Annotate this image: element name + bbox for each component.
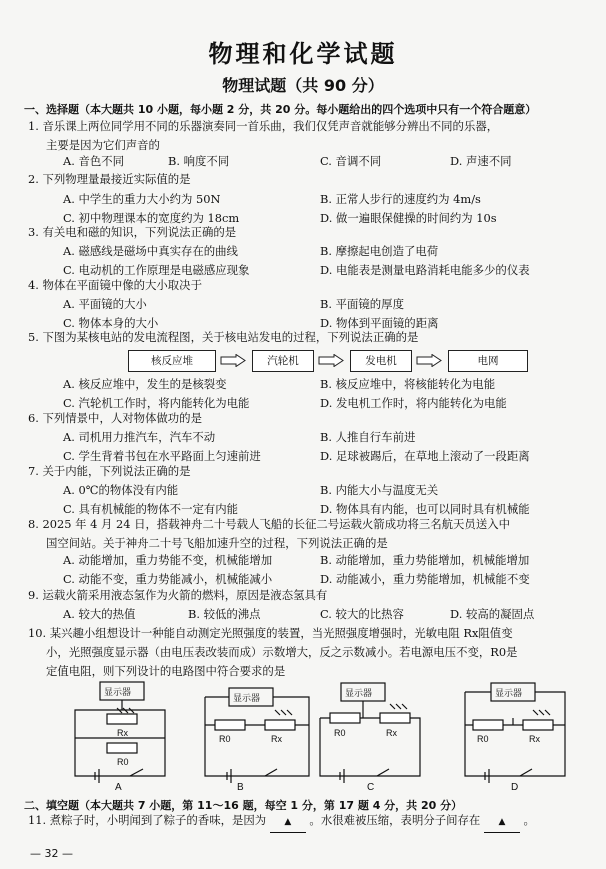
answer-blank[interactable]: ▲ — [270, 813, 306, 833]
option-b: B. 响度不同 — [168, 154, 230, 168]
rx-label: Rx — [271, 734, 282, 744]
option-b: B. 摩擦起电创造了电荷 — [320, 244, 439, 258]
question-stem: 8. 2025 年 4 月 24 日，搭载神舟二十号载人飞船的长征二号运载火箭成功将三名航天员送入中 — [28, 517, 510, 531]
flow-step-reactor: 核反应堆 — [128, 350, 216, 372]
option-a: A. 核反应堆中，发生的是核裂变 — [63, 377, 227, 391]
option-a: A. 动能增加，重力势能不变，机械能增加 — [63, 553, 273, 567]
question-stem-cont: 定值电阻，则下列设计的电路图中符合要求的是 — [46, 664, 286, 678]
switch-icon — [130, 769, 143, 776]
option-c: C. 初中物理课本的宽度约为 18cm — [63, 211, 240, 225]
page-number: — 32 — — [30, 847, 73, 860]
answer-blank[interactable]: ▲ — [484, 813, 520, 833]
rx-label: Rx — [117, 728, 128, 738]
option-d: D. 做一遍眼保健操的时间约为 10s — [320, 211, 497, 225]
flow-arrow-icon — [220, 354, 246, 367]
display-label: 显示器 — [495, 688, 523, 698]
option-a: A. 较大的热值 — [63, 607, 136, 621]
flow-step-turbine: 汽轮机 — [252, 350, 314, 372]
option-d: D. 动能减小，重力势能增加，机械能不变 — [320, 572, 530, 586]
question-7: 7. 关于内能，下列说法正确的是 — [28, 464, 191, 478]
question-stem-end: 。 — [523, 813, 535, 827]
option-a: A. 平面镜的大小 — [63, 297, 147, 311]
resistor-r0 — [107, 743, 137, 753]
question-5: 5. 下图为某核电站的发电流程图，关于核电站发电的过程，下列说法正确的是 — [28, 330, 419, 344]
option-b: B. 动能增加，重力势能增加，机械能增加 — [320, 553, 530, 567]
option-d: D. 足球被踢后，在草地上滚动了一段距离 — [320, 449, 530, 463]
option-c: C. 电动机的工作原理是电磁感应现象 — [63, 263, 250, 277]
option-c: C. 学生背着书包在水平路面上匀速前进 — [63, 449, 261, 463]
question-8 — [28, 515, 586, 553]
rx-label: Rx — [386, 728, 397, 738]
option-d: D. 发电机工作时，将内能转化为电能 — [320, 396, 507, 410]
question-stem-cont: 。水很难被压缩，表明分子间存在 — [309, 813, 481, 827]
option-label-c: C — [367, 782, 375, 792]
option-d: D. 物体具有内能，也可以同时具有机械能 — [320, 502, 530, 516]
option-c: C. 音调不同 — [320, 154, 382, 168]
flow-step-grid: 电网 — [448, 350, 528, 372]
option-label-b: B — [237, 782, 244, 792]
option-a: A. 音色不同 — [63, 154, 125, 168]
option-d: D. 物体到平面镜的距离 — [320, 316, 439, 330]
page-subtitle: 物理试题（共 90 分） — [222, 76, 384, 95]
option-label-a: A — [115, 782, 122, 792]
option-d: D. 较高的凝固点 — [450, 607, 535, 621]
question-2: 2. 下列物理量最接近实际值的是 — [28, 172, 191, 186]
option-c: C. 物体本身的大小 — [63, 316, 159, 330]
display-label: 显示器 — [233, 693, 261, 703]
option-c: C. 较大的比热容 — [320, 607, 404, 621]
flow-step-generator: 发电机 — [350, 350, 412, 372]
option-a: A. 0℃的物体没有内能 — [63, 483, 179, 497]
question-10 — [28, 624, 586, 681]
power-plant-flowchart — [128, 350, 548, 372]
question-stem-cont: 小，光照强度显示器（由电压表改装而成）示数增大，反之示数减小。若电源电压不变，R0是 — [46, 645, 518, 659]
r0-label: R0 — [219, 734, 231, 744]
question-4: 4. 物体在平面镜中像的大小取决于 — [28, 278, 202, 292]
question-stem: 1. 音乐课上两位同学用不同的乐器演奏同一首乐曲，我们仅凭声音就能够分辨出不同的乐器， — [28, 119, 499, 133]
option-b: B. 平面镜的厚度 — [320, 297, 404, 311]
section-heading-fill: 二、填空题（本大题共 7 小题，第 11～16 题，每空 1 分，第 17 题 4 分，共 20 分） — [24, 799, 463, 812]
question-1 — [28, 117, 586, 155]
r0-label: R0 — [334, 728, 346, 738]
option-label-d: D — [511, 782, 519, 792]
rx-label: Rx — [529, 734, 540, 744]
r0-label: R0 — [477, 734, 489, 744]
flow-arrow-icon — [318, 354, 344, 367]
question-11 — [28, 811, 586, 833]
circuit-diagrams — [55, 680, 575, 792]
question-3: 3. 有关电和磁的知识，下列说法正确的是 — [28, 225, 237, 239]
page-title: 物理和化学试题 — [208, 40, 398, 68]
question-stem-cont: 国空间站。关于神舟二十号飞船加速升空的过程，下列说法正确的是 — [46, 536, 388, 550]
option-a: A. 司机用力推汽车，汽车不动 — [63, 430, 216, 444]
option-c: C. 具有机械能的物体不一定有内能 — [63, 502, 239, 516]
flow-arrow-icon — [416, 354, 442, 367]
option-b: B. 较低的沸点 — [188, 607, 261, 621]
option-b: B. 人推自行车前进 — [320, 430, 416, 444]
option-b: B. 核反应堆中，将核能转化为电能 — [320, 377, 496, 391]
display-label: 显示器 — [104, 687, 132, 697]
question-9: 9. 运载火箭采用液态氢作为火箭的燃料，原因是液态氢具有 — [28, 588, 328, 602]
option-b: B. 内能大小与温度无关 — [320, 483, 439, 497]
r0-label: R0 — [117, 757, 129, 767]
option-a: A. 磁感线是磁场中真实存在的曲线 — [63, 244, 238, 258]
option-b: B. 正常人步行的速度约为 4m/s — [320, 192, 481, 206]
option-c: C. 动能不变，重力势能减小，机械能减小 — [63, 572, 273, 586]
question-stem: 10. 某兴趣小组想设计一种能自动测定光照强度的装置，当光照强度增强时，光敏电阻 Rx阻值变 — [28, 626, 513, 640]
question-6: 6. 下列情景中，人对物体做功的是 — [28, 411, 202, 425]
question-stem-cont: 主要是因为它们声音的 — [46, 138, 160, 152]
option-a: A. 中学生的重力大小约为 50N — [63, 192, 221, 206]
option-d: D. 声速不同 — [450, 154, 512, 168]
photoresistor-rx — [107, 714, 137, 724]
display-label: 显示器 — [345, 688, 373, 698]
option-d: D. 电能表是测量电路消耗电能多少的仪表 — [320, 263, 530, 277]
section-heading-choice: 一、选择题（本大题共 10 小题，每小题 2 分，共 20 分。每小题给出的四个选项中只有一个符合题意） — [24, 103, 537, 116]
option-c: C. 汽轮机工作时，将内能转化为电能 — [63, 396, 250, 410]
question-stem: 11. 煮粽子时，小明闻到了粽子的香味，是因为 — [28, 813, 267, 827]
